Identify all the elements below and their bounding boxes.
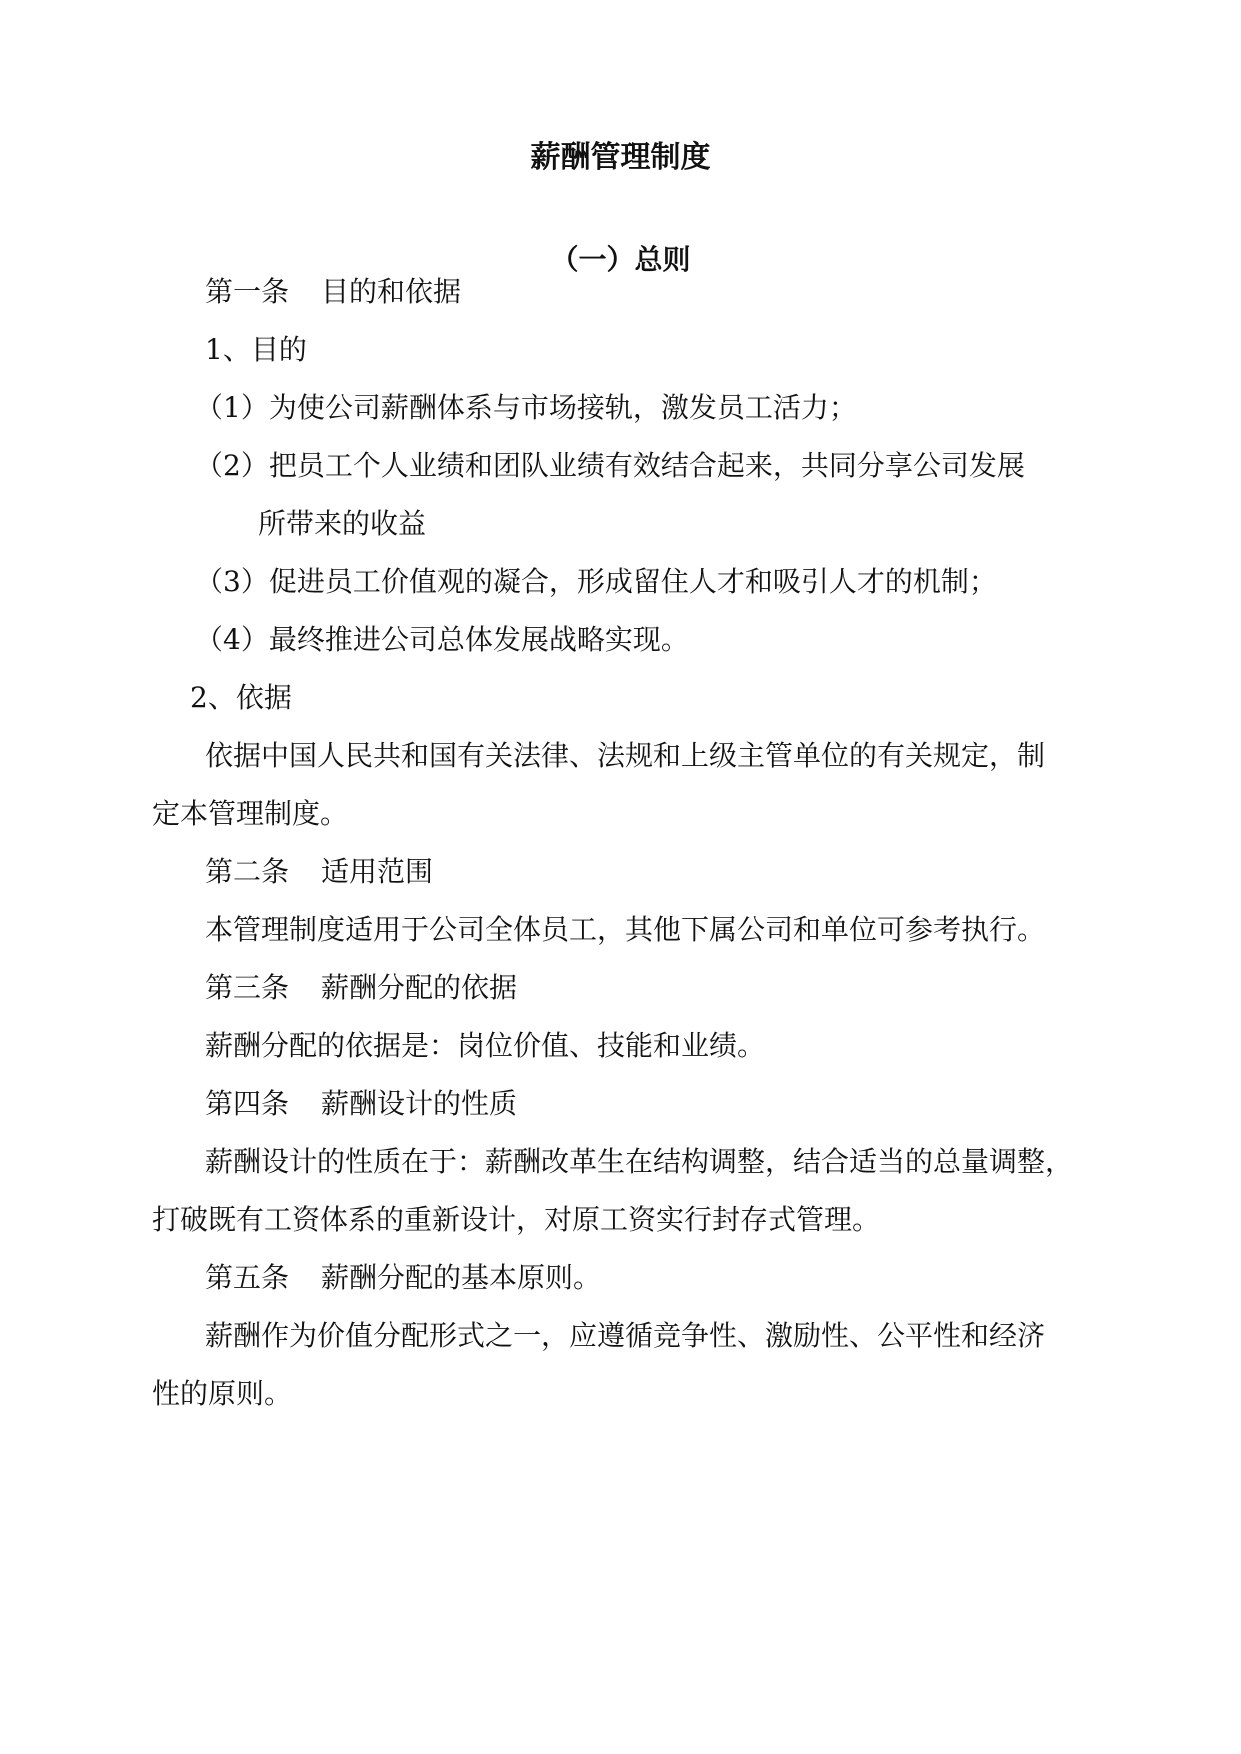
paragraph-line: 本管理制度适用于公司全体员工，其他下属公司和单位可参考执行。 xyxy=(205,913,1046,946)
article-5-heading xyxy=(205,1258,601,1298)
paragraph-line: 定本管理制度。 xyxy=(152,797,349,830)
article-title: 目的和依据 xyxy=(321,275,462,308)
article-number: 第三条 xyxy=(205,971,290,1004)
article-number: 第一条 xyxy=(205,275,290,308)
paragraph-line: 打破既有工资体系的重新设计，对原工资实行封存式管理。 xyxy=(152,1203,881,1236)
document-title: 薪酬管理制度 xyxy=(530,140,711,175)
paragraph-line: 薪酬分配的依据是：岗位价值、技能和业绩。 xyxy=(205,1029,766,1062)
article-2-heading xyxy=(205,852,433,892)
article-3-heading xyxy=(205,968,517,1008)
list-item: （2）把员工个人业绩和团队业绩有效结合起来，共同分享公司发展 xyxy=(195,449,1025,482)
article-title: 适用范围 xyxy=(321,855,434,888)
article-number: 第二条 xyxy=(205,855,290,888)
list-item: （3）促进员工价值观的凝合，形成留住人才和吸引人才的机制； xyxy=(195,565,997,598)
article-number: 第四条 xyxy=(205,1087,290,1120)
paragraph-line: 薪酬设计的性质在于：薪酬改革生在结构调整，结合适当的总量调整， xyxy=(205,1145,1074,1178)
list-item: （4）最终推进公司总体发展战略实现。 xyxy=(195,623,689,656)
article-1-heading xyxy=(205,272,461,312)
paragraph-line: 依据中国人民共和国有关法律、法规和上级主管单位的有关规定，制 xyxy=(205,739,1046,772)
article-title: 薪酬分配的基本原则。 xyxy=(321,1261,602,1294)
subsection-heading: 1、目的 xyxy=(205,333,307,366)
article-number: 第五条 xyxy=(205,1261,290,1294)
paragraph-line: 薪酬作为价值分配形式之一，应遵循竞争性、激励性、公平性和经济 xyxy=(205,1319,1046,1352)
list-item: （1）为使公司薪酬体系与市场接轨，激发员工活力； xyxy=(195,391,857,424)
section-heading: （一）总则 xyxy=(550,243,691,276)
paragraph-line: 性的原则。 xyxy=(152,1377,293,1410)
article-title: 薪酬设计的性质 xyxy=(321,1087,518,1120)
article-4-heading xyxy=(205,1084,517,1124)
article-title: 薪酬分配的依据 xyxy=(321,971,518,1004)
list-item-continuation: 所带来的收益 xyxy=(258,507,427,540)
subsection-heading: 2、依据 xyxy=(190,681,292,714)
